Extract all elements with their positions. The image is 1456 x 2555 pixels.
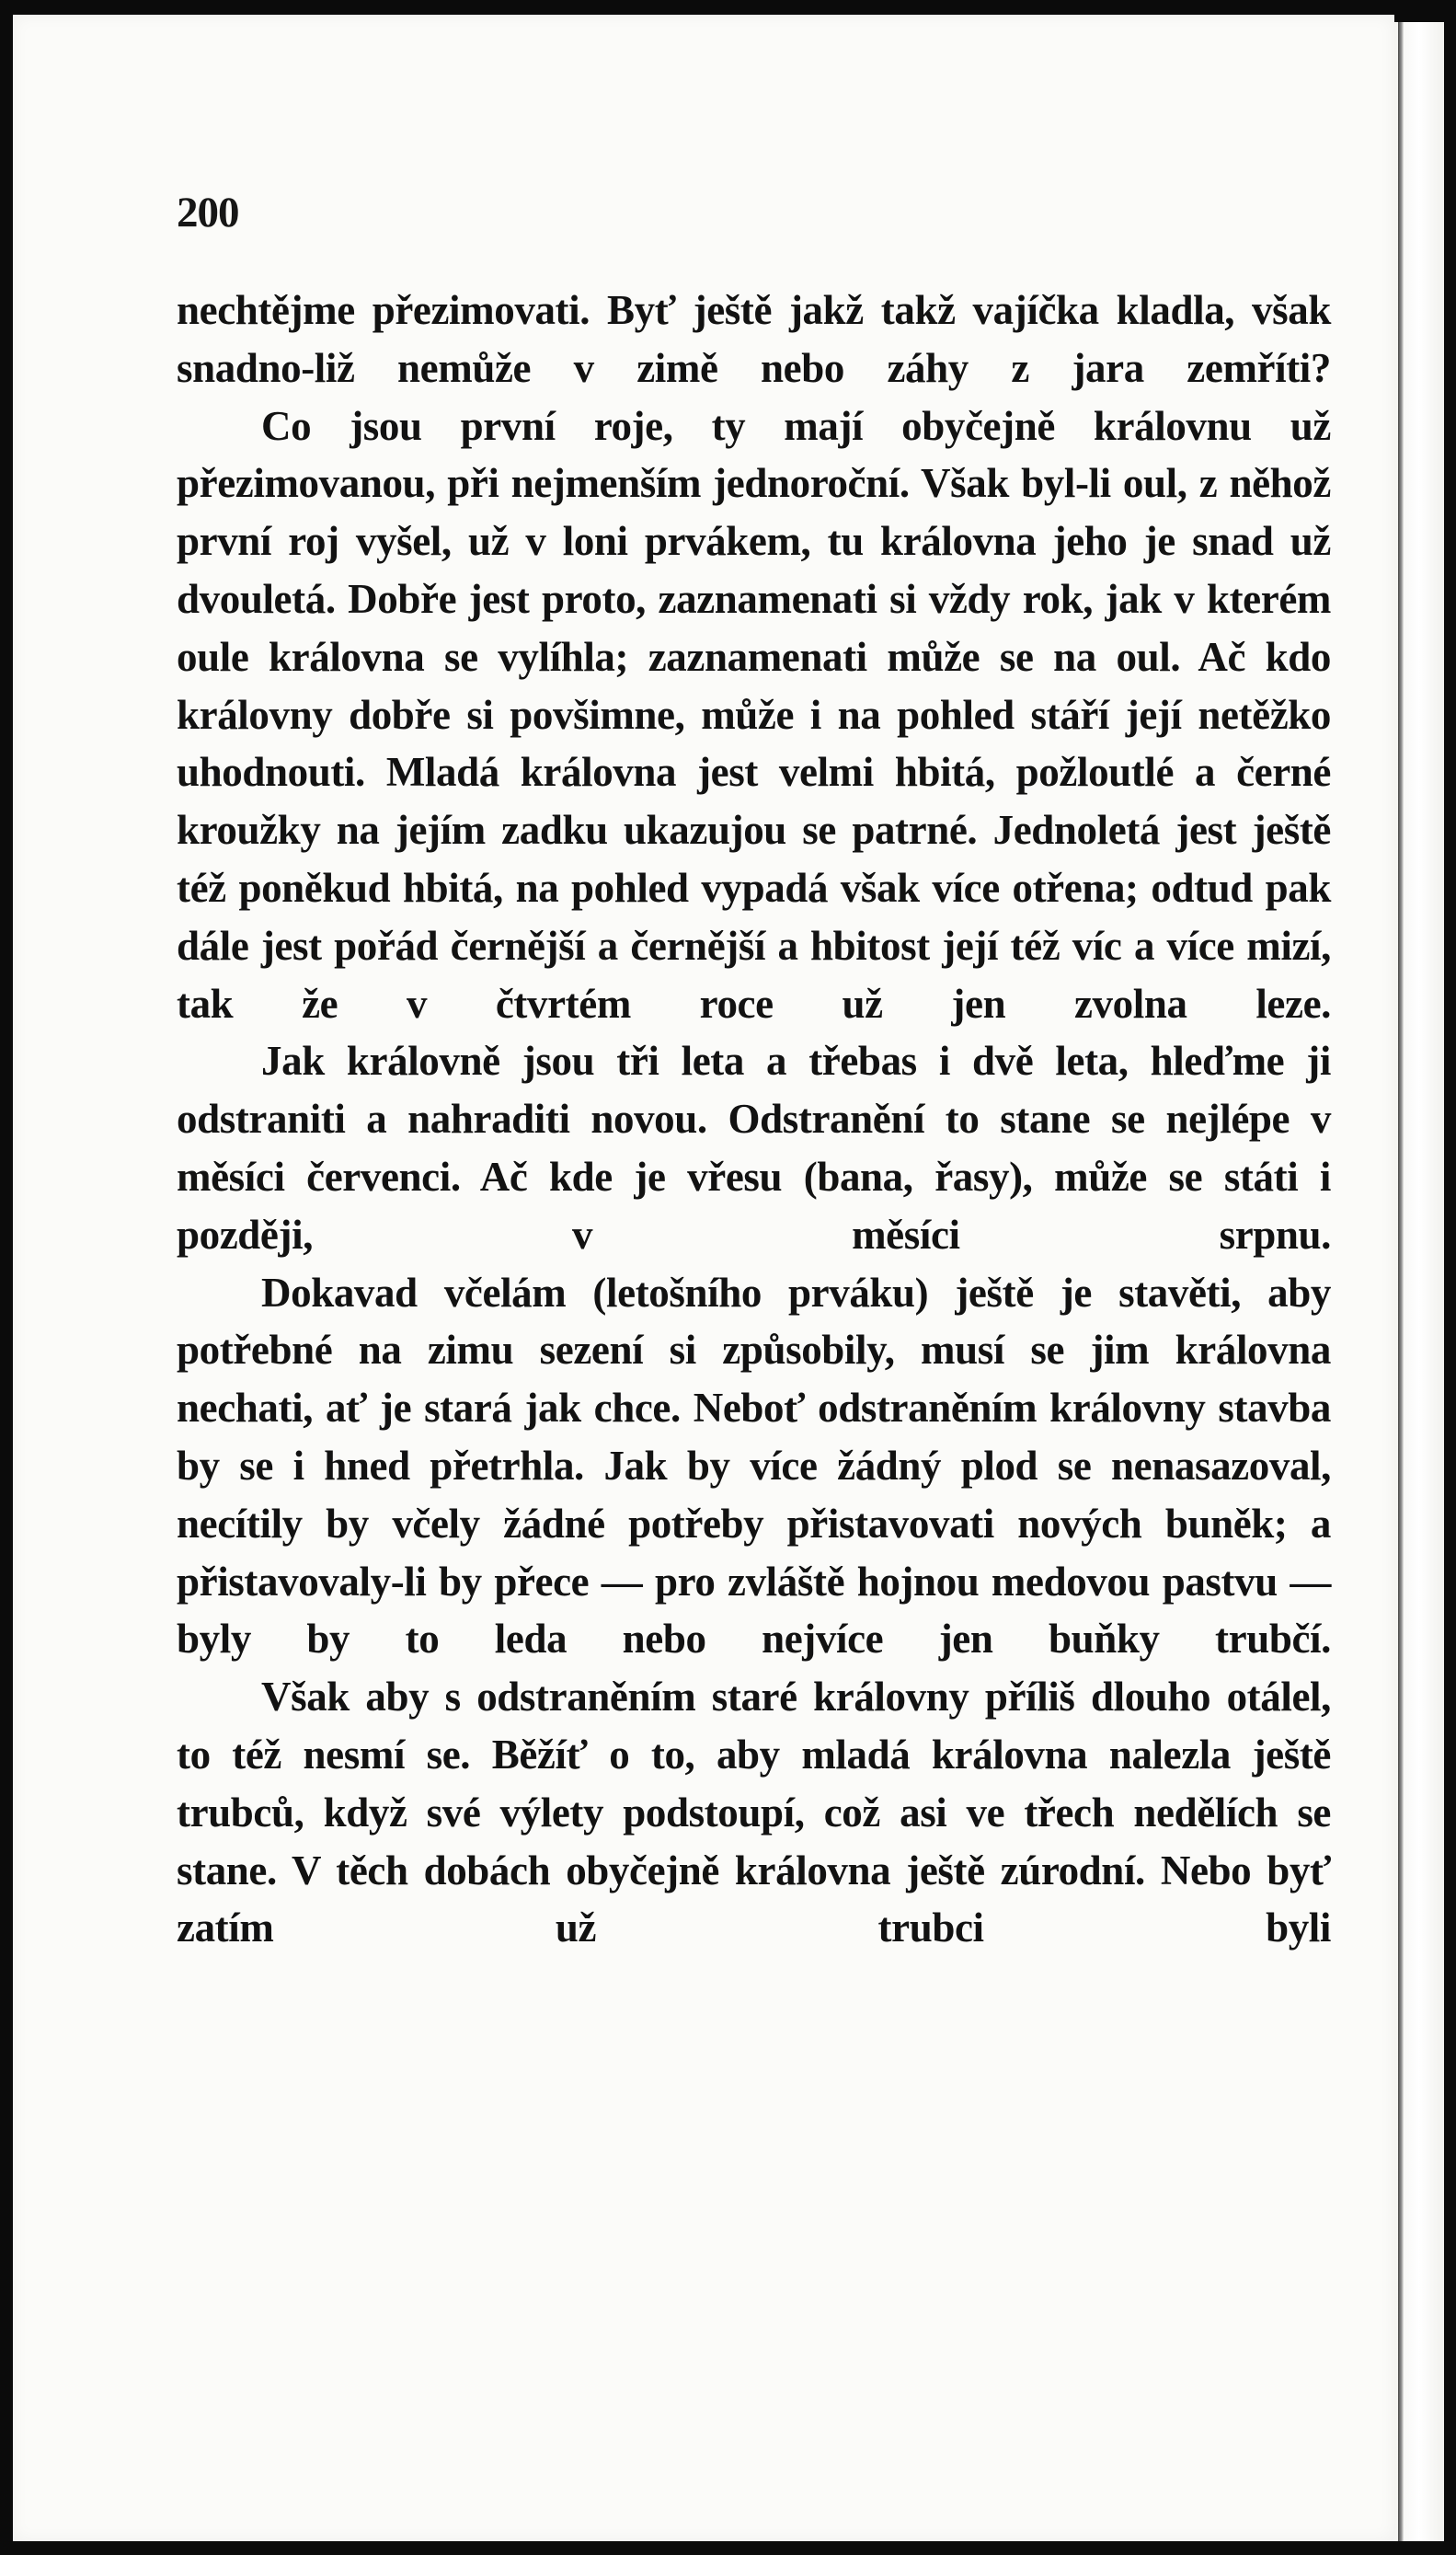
paragraph-2: Co jsou první roje, ty mají obyčejně královnu už přezimovanou, při nejmenším jednoroční. Však byl-li oul, z něhož první roj vyšel, už v loni prvákem, tu královna jeho je snad už dvouletá. Dobře jest proto, zaznamenati si vždy rok, jak v kterém oule královna se vylíhla; zaznamenati může se na oul. Ač kdo královny dobře si povšimne, může i na pohled stáří její netěžko uhodnouti. Mladá královna jest velmi hbitá, požloutlé a černé kroužky na jejím zadku ukazujou se patrné. Jednoletá jest ještě též poněkud hbitá, na pohled vypadá však více otřena; odtud pak dále jest pořád černější a černější a hbitost její též víc a více mizí, tak že v čtvrtém roce už jen zvolna leze. (177, 402, 1331, 1027)
paragraph-5: Však aby s odstraněním staré královny příliš dlouho otálel, to též nesmí se. Běžíť o to, aby mladá královna nalezla ještě trubců, když své výlety podstoupí, což asi ve třech nedělích se stane. V těch dobách obyčejně královna ještě zúrodní. Nebo byť zatím už trubci byli (177, 1674, 1331, 1951)
body-text (177, 282, 1331, 1957)
paragraph-1: nechtějme přezimovati. Byť ještě jakž takž vajíčka kladla, však snadno-liž nemůže v zimě nebo záhy z jara zemříti? (177, 287, 1331, 391)
paragraph-4: Dokavad včelám (letošního prváku) ještě je stavěti, aby potřebné na zimu sezení si způsobily, musí se jim královna nechati, ať je stará jak chce. Neboť odstraněním královny stavba by se i hned přetrhla. Jak by více žádný plod se nenasazoval, necítily by včely žádné potřeby přistavovati nových buněk; a přistavovaly-li by přece — pro zvláště hojnou medovou pastvu — byly by to leda nebo nejvíce jen buňky trubčí. (177, 1269, 1331, 1663)
page-gutter-shadow (1398, 22, 1404, 2541)
page-number: 200 (177, 189, 239, 236)
book-page (13, 15, 1394, 2541)
paragraph-3: Jak královně jsou tři leta a třebas i dvě leta, hleďme ji odstraniti a nahraditi novou. Odstranění to stane se nejlépe v měsíci červenci. Ač kde je vřesu (bana, řasy), může se státi i později, v měsíci srpnu. (177, 1038, 1331, 1258)
